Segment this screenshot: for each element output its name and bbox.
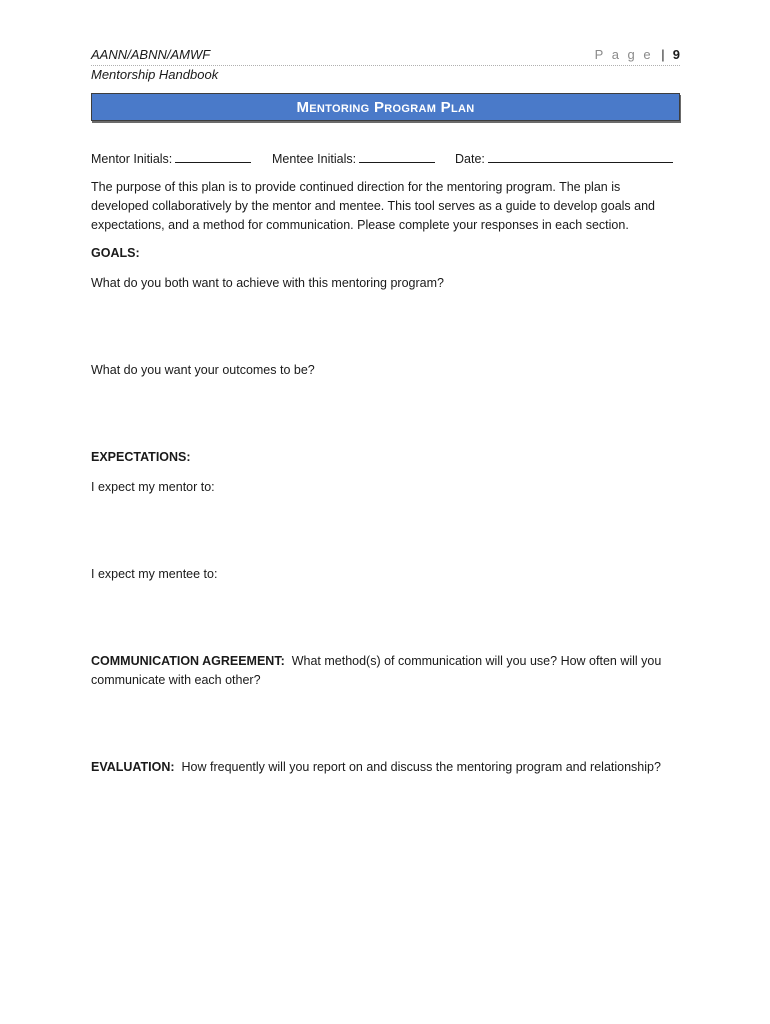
evaluation-question: How frequently will you report on and discuss the mentoring program and relationship? bbox=[181, 760, 661, 774]
mentee-initials-field[interactable] bbox=[272, 149, 435, 169]
mentee-initials-blank[interactable] bbox=[359, 149, 435, 163]
goals-question-outcomes: What do you want your outcomes to be? bbox=[91, 363, 315, 377]
mentor-initials-blank[interactable] bbox=[175, 149, 251, 163]
date-blank[interactable] bbox=[488, 149, 673, 163]
page-separator: | bbox=[661, 47, 665, 62]
header-handbook-title: Mentorship Handbook bbox=[91, 67, 219, 82]
intro-paragraph: The purpose of this plan is to provide continued direction for the mentoring program. The plan is developed collaboratively by the mentor and mentee. This tool serves as a guide to develop goals and expectations, and a method for communication. Please complete your responses in each section. bbox=[91, 180, 656, 232]
mentee-initials-label: Mentee Initials: bbox=[272, 152, 357, 166]
communication-section bbox=[91, 652, 681, 690]
goals-heading: GOALS: bbox=[91, 246, 140, 260]
mentor-initials-field[interactable] bbox=[91, 149, 251, 169]
communication-question: What method(s) of communication will you use? How often will you communicate with each other? bbox=[91, 654, 662, 687]
title-banner bbox=[91, 93, 680, 121]
page-word: P a g e bbox=[594, 47, 654, 62]
goals-question-achieve: What do you both want to achieve with this mentoring program? bbox=[91, 276, 444, 290]
communication-heading: COMMUNICATION AGREEMENT: bbox=[91, 654, 285, 668]
evaluation-heading: EVALUATION: bbox=[91, 760, 175, 774]
expectations-heading: EXPECTATIONS: bbox=[91, 450, 191, 464]
mentor-initials-label: Mentor Initials: bbox=[91, 152, 173, 166]
page-number-value: 9 bbox=[672, 47, 680, 62]
expect-mentee-prompt: I expect my mentee to: bbox=[91, 567, 218, 581]
expect-mentor-prompt: I expect my mentor to: bbox=[91, 480, 215, 494]
date-label: Date: bbox=[455, 152, 485, 166]
header-organization: AANN/ABNN/AMWF bbox=[91, 47, 211, 62]
page-title: Mentoring Program Plan bbox=[296, 98, 475, 116]
header-divider bbox=[91, 65, 680, 66]
page-number bbox=[595, 46, 680, 64]
date-field[interactable] bbox=[455, 149, 673, 169]
evaluation-section bbox=[91, 758, 661, 777]
page-header bbox=[91, 46, 680, 90]
